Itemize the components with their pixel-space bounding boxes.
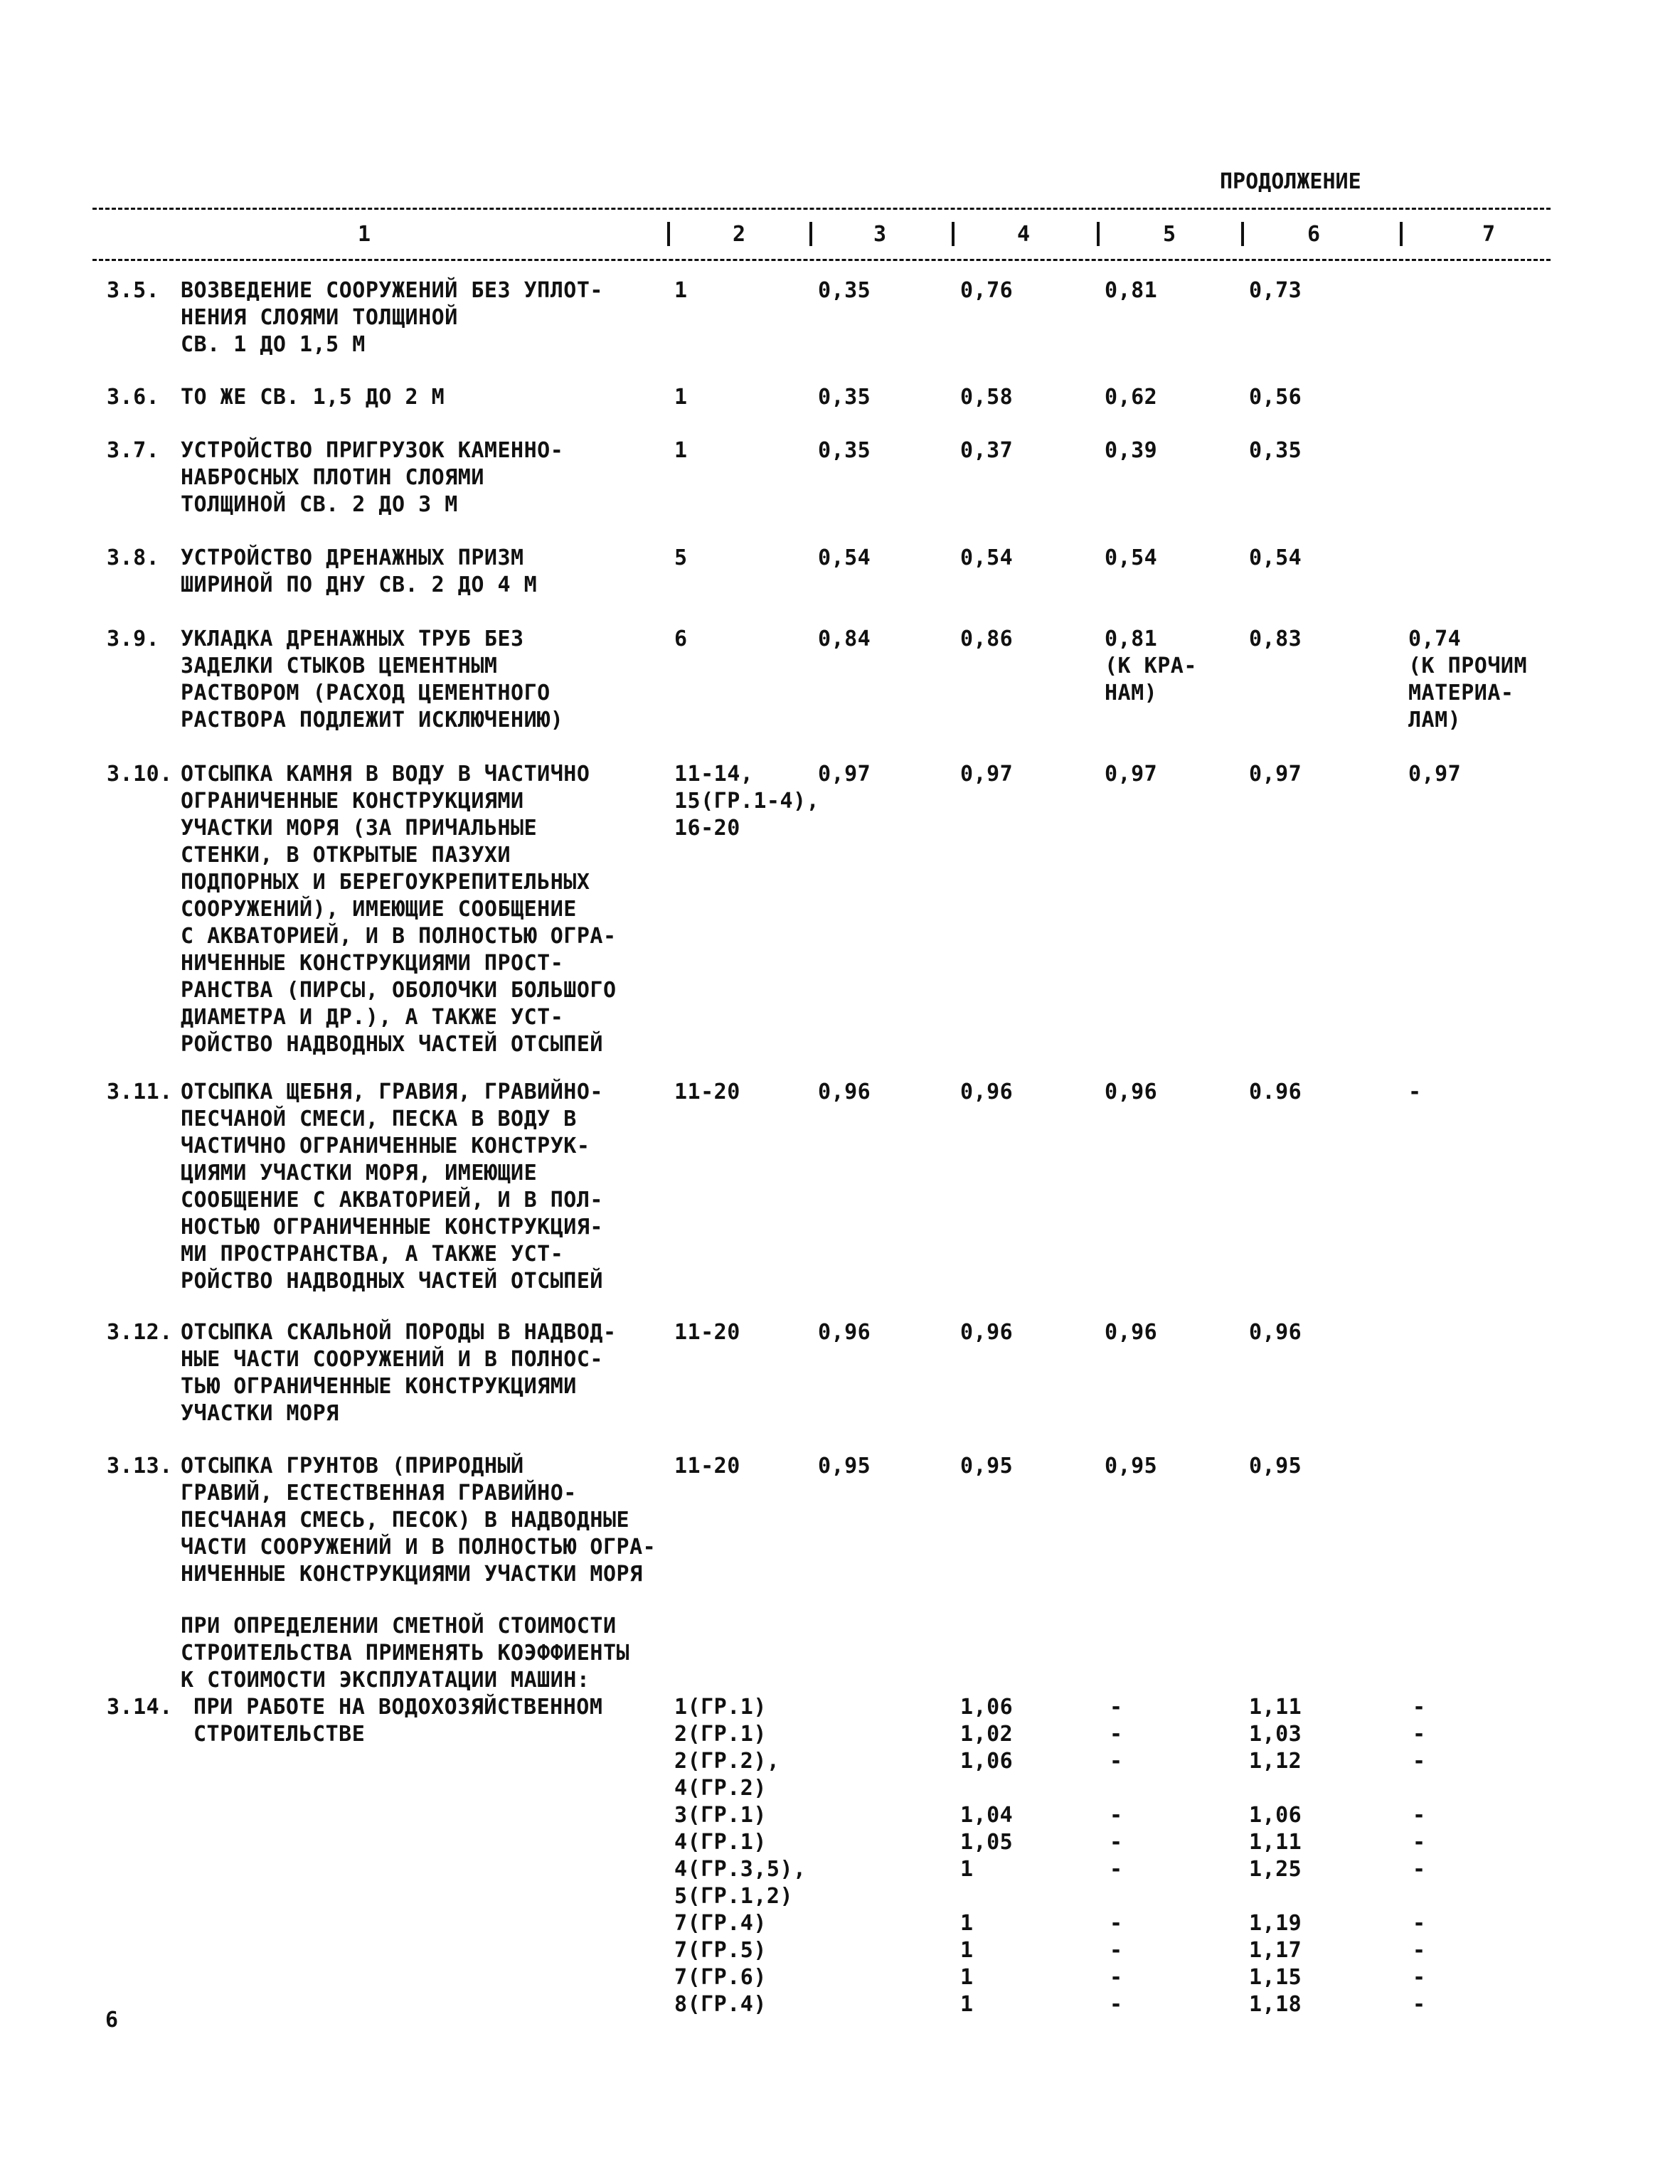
cell-col2: 11-20 [674, 1320, 740, 1345]
cell-col7: 0,97 [1408, 762, 1462, 787]
cell-col3: 0,35 [818, 385, 871, 410]
cell-col5: 0,62 [1105, 385, 1158, 410]
col-header-4: 4 [1017, 222, 1031, 247]
cell-col6: 0,35 [1249, 438, 1302, 463]
col-header-7: 7 [1482, 222, 1496, 247]
cell-col4: 1,06 1,02 1,06 1,04 1,05 1 1 1 1 1 [960, 1695, 1014, 2017]
cell-col3: 0,96 [818, 1080, 871, 1104]
table-top-rule [92, 208, 1551, 210]
cell-col2: 1(ГР.1) 2(ГР.1) 2(ГР.2), 4(ГР.2) 3(ГР.1) 4(ГР.1) 4(ГР.3,5), 5(ГР.1,2) 7(ГР.4) 7(ГР.5) 7(ГР.6) 8(ГР.4) [674, 1695, 807, 2017]
cell-col2: 1 [674, 385, 688, 410]
cell-col4: 0,86 [960, 627, 1014, 651]
col-separator [1241, 222, 1244, 246]
cell-col4: 0,96 [960, 1320, 1014, 1345]
cell-col7: - - - - - - - - - - [1413, 1695, 1426, 2017]
cell-col4: 0,95 [960, 1454, 1014, 1479]
cell-col4: 0,76 [960, 278, 1014, 303]
cell-col5: 0,81 [1105, 278, 1158, 303]
row-description: УСТРОЙСТВО ДРЕНАЖНЫХ ПРИЗМ ШИРИНОЙ ПО ДНУ СВ. 2 ДО 4 М [181, 545, 538, 597]
cell-col4: 0,58 [960, 385, 1014, 410]
cell-col3: 0,84 [818, 627, 871, 651]
cell-col5: 0,97 [1105, 762, 1158, 787]
row-number: 3.5. [107, 278, 160, 303]
continuation-label: ПРОДОЛЖЕНИЕ [1220, 169, 1361, 194]
row-description: ОТСЫПКА ГРУНТОВ (ПРИРОДНЫЙ ГРАВИЙ, ЕСТЕСТВЕННАЯ ГРАВИЙНО- ПЕСЧАНАЯ СМЕСЬ, ПЕСОК) В НАДВОДНЫЕ ЧАСТИ СООРУЖЕНИЙ И В ПОЛНОСТЬЮ ОГРА- НИЧЕННЫЕ КОНСТРУКЦИЯМИ УЧАСТКИ МОРЯ [181, 1454, 656, 1587]
col-header-5: 5 [1163, 222, 1176, 247]
row-number: 3.12. [107, 1320, 173, 1345]
cell-col3: 0,96 [818, 1320, 871, 1345]
col-header-3: 3 [873, 222, 887, 247]
cell-col2: 11-20 [674, 1454, 740, 1479]
cell-col3: 0,97 [818, 762, 871, 787]
col-separator [667, 222, 670, 246]
cell-col6: 0,95 [1249, 1454, 1302, 1479]
cell-col2: 1 [674, 278, 688, 303]
col-header-1: 1 [358, 222, 371, 247]
cell-col4: 0,54 [960, 545, 1014, 570]
row-description: ОТСЫПКА ЩЕБНЯ, ГРАВИЯ, ГРАВИЙНО- ПЕСЧАНОЙ СМЕСИ, ПЕСКА В ВОДУ В ЧАСТИЧНО ОГРАНИЧЕННЫЕ КОНСТРУК- ЦИЯМИ УЧАСТКИ МОРЯ, ИМЕЮЩИЕ СООБЩЕНИЕ С АКВАТОРИЕЙ, И В ПОЛ- НОСТЬЮ ОГРАНИЧЕННЫЕ КОНСТРУКЦИЯ- МИ ПРОСТРАНСТВА, А ТАКЖЕ УСТ- РОЙСТВО НАДВОДНЫХ ЧАСТЕЙ ОТСЫПЕЙ [181, 1080, 603, 1294]
cell-col6: 0,56 [1249, 385, 1302, 410]
cell-col6: 0,83 [1249, 627, 1302, 651]
col-separator [952, 222, 955, 246]
row-description: ОТСЫПКА КАМНЯ В ВОДУ В ЧАСТИЧНО ОГРАНИЧЕННЫЕ КОНСТРУКЦИЯМИ УЧАСТКИ МОРЯ (ЗА ПРИЧАЛЬНЫЕ СТЕНКИ, В ОТКРЫТЫЕ ПАЗУХИ ПОДПОРНЫХ И БЕРЕГОУКРЕПИТЕЛЬНЫХ СООРУЖЕНИЙ), ИМЕЮЩИЕ СООБЩЕНИЕ С АКВАТОРИЕЙ, И В ПОЛНОСТЬЮ ОГРА- НИЧЕННЫЕ КОНСТРУКЦИЯМИ ПРОСТ- РАНСТВА (ПИРСЫ, ОБОЛОЧКИ БОЛЬШОГО ДИАМЕТРА И ДР.), А ТАКЖЕ УСТ- РОЙСТВО НАДВОДНЫХ ЧАСТЕЙ ОТСЫПЕЙ [181, 762, 617, 1057]
cell-col2: 1 [674, 438, 688, 463]
cell-col5: - - - - - - - - - - [1110, 1695, 1123, 2017]
cell-col6: 0,97 [1249, 762, 1302, 787]
cell-col6: 0,73 [1249, 278, 1302, 303]
cell-col6: 1,11 1,03 1,12 1,06 1,11 1,25 1,19 1,17 1,15 1,18 [1249, 1695, 1302, 2017]
cell-col3: 0,35 [818, 438, 871, 463]
cell-col2: 11-20 [674, 1080, 740, 1104]
row-description: УСТРОЙСТВО ПРИГРУЗОК КАМЕННО- НАБРОСНЫХ ПЛОТИН СЛОЯМИ ТОЛЩИНОЙ СВ. 2 ДО 3 М [181, 438, 564, 517]
col-separator [1400, 222, 1403, 246]
cell-col6: 0,54 [1249, 545, 1302, 570]
machine-cost-note: ПРИ ОПРЕДЕЛЕНИИ СМЕТНОЙ СТОИМОСТИ СТРОИТЕЛЬСТВА ПРИМЕНЯТЬ КОЭФФИЕНТЫ К СТОИМОСТИ ЭКСПЛУАТАЦИИ МАШИН: [181, 1614, 630, 1693]
row-number: 3.11. [107, 1080, 173, 1104]
row-number: 3.14. [107, 1695, 173, 1720]
cell-col7: - [1408, 1080, 1422, 1104]
cell-col5: 0,54 [1105, 545, 1158, 570]
cell-col6: 0,96 [1249, 1320, 1302, 1345]
row-number: 3.13. [107, 1454, 173, 1479]
cell-col5: 0,96 [1105, 1080, 1158, 1104]
col-header-2: 2 [733, 222, 746, 247]
row-number: 3.6. [107, 385, 160, 410]
cell-col3: 0,54 [818, 545, 871, 570]
row-number: 3.7. [107, 438, 160, 463]
cell-col6: 0.96 [1249, 1080, 1302, 1104]
row-number: 3.9. [107, 627, 160, 651]
col-separator [809, 222, 812, 246]
row-description: ПРИ РАБОТЕ НА ВОДОХОЗЯЙСТВЕННОМ СТРОИТЕЛЬСТВЕ [193, 1695, 603, 1747]
row-number: 3.8. [107, 545, 160, 570]
cell-col4: 0,96 [960, 1080, 1014, 1104]
cell-col3: 0,35 [818, 278, 871, 303]
cell-col7: 0,74 (К ПРОЧИМ МАТЕРИА- ЛАМ) [1408, 627, 1528, 733]
cell-col4: 0,37 [960, 438, 1014, 463]
row-description: УКЛАДКА ДРЕНАЖНЫХ ТРУБ БЕЗ ЗАДЕЛКИ СТЫКОВ ЦЕМЕНТНЫМ РАСТВОРОМ (РАСХОД ЦЕМЕНТНОГО РАСТВОРА ПОДЛЕЖИТ ИСКЛЮЧЕНИЮ) [181, 627, 564, 733]
table-header-rule [92, 259, 1551, 261]
cell-col2: 11-14, 15(ГР.1-4), 16-20 [674, 762, 820, 841]
cell-col5: 0,39 [1105, 438, 1158, 463]
cell-col2: 6 [674, 627, 688, 651]
col-header-6: 6 [1307, 222, 1321, 247]
row-description: ОТСЫПКА СКАЛЬНОЙ ПОРОДЫ В НАДВОД- НЫЕ ЧАСТИ СООРУЖЕНИЙ И В ПОЛНОС- ТЬЮ ОГРАНИЧЕННЫЕ КОНСТРУКЦИЯМИ УЧАСТКИ МОРЯ [181, 1320, 617, 1426]
col-separator [1097, 222, 1100, 246]
row-description: ВОЗВЕДЕНИЕ СООРУЖЕНИЙ БЕЗ УПЛОТ- НЕНИЯ СЛОЯМИ ТОЛЩИНОЙ СВ. 1 ДО 1,5 М [181, 278, 603, 357]
row-description: ТО ЖЕ СВ. 1,5 ДО 2 М [181, 385, 445, 410]
cell-col3: 0,95 [818, 1454, 871, 1479]
page-number: 6 [105, 2008, 119, 2033]
cell-col5: 0,95 [1105, 1454, 1158, 1479]
cell-col2: 5 [674, 545, 688, 570]
cell-col4: 0,97 [960, 762, 1014, 787]
row-number: 3.10. [107, 762, 173, 787]
cell-col5: 0,96 [1105, 1320, 1158, 1345]
cell-col5: 0,81 (К КРА- НАМ) [1105, 627, 1197, 705]
